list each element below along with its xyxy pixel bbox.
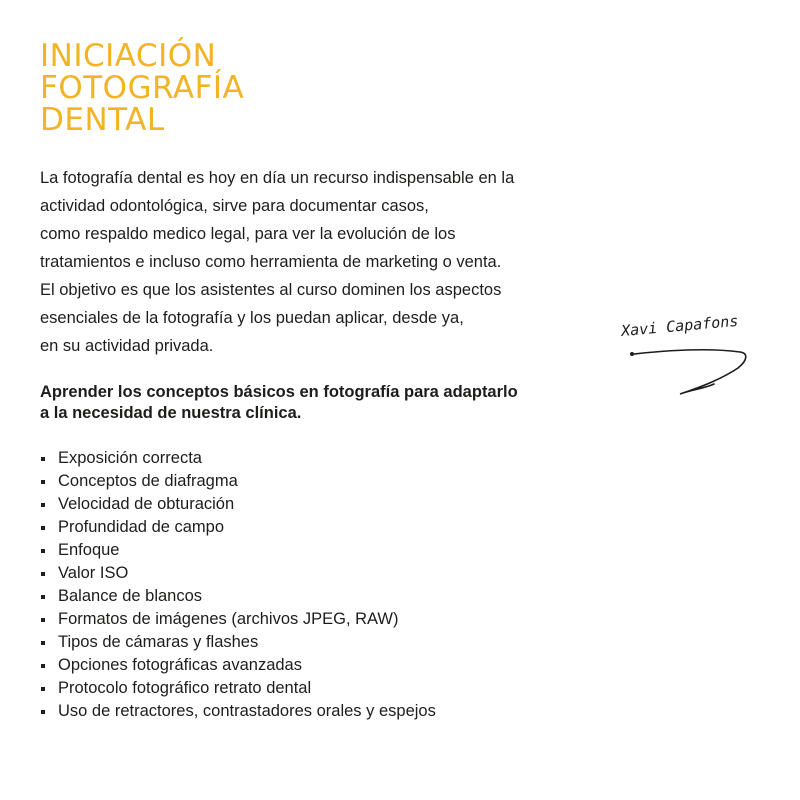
topic-label: Opciones fotográficas avanzadas [58, 656, 302, 674]
course-title-line: FOTOGRAFÍA [40, 70, 245, 106]
list-item [40, 447, 436, 470]
list-item [40, 516, 436, 539]
course-title [40, 40, 244, 136]
list-item [40, 654, 436, 677]
signature-name: Xavi Capafons [620, 311, 739, 340]
list-item [40, 562, 436, 585]
bullet-icon [41, 664, 45, 668]
intro-line: actividad odontológica, sirve para documentar casos, [40, 197, 429, 215]
course-objective [40, 382, 640, 424]
intro-line: esenciales de la fotografía y los puedan aplicar, desde ya, [40, 309, 464, 327]
topic-label: Velocidad de obturación [58, 495, 235, 513]
list-item [40, 631, 436, 654]
course-title-line: INICIACIÓN [40, 38, 217, 74]
topics-list [40, 447, 436, 723]
list-item [40, 700, 436, 723]
list-item [40, 585, 436, 608]
topic-label: Formatos de imágenes (archivos JPEG, RAW) [58, 610, 399, 628]
objective-line: Aprender los conceptos básicos en fotografía para adaptarlo [40, 383, 518, 401]
topic-label: Enfoque [58, 541, 120, 559]
list-item [40, 677, 436, 700]
topic-label: Profundidad de campo [58, 518, 225, 536]
bullet-icon [41, 503, 45, 507]
bullet-icon [41, 710, 45, 714]
bullet-icon [41, 687, 45, 691]
intro-line: La fotografía dental es hoy en día un recurso indispensable en la [40, 169, 515, 187]
topic-label: Uso de retractores, contrastadores orales y espejos [58, 702, 436, 720]
intro-line: tratamientos e incluso como herramienta de marketing o venta. [40, 253, 502, 271]
bullet-icon [41, 549, 45, 553]
topic-label: Exposición correcta [58, 449, 202, 467]
topic-label: Protocolo fotográfico retrato dental [58, 679, 312, 697]
bullet-icon [41, 572, 45, 576]
course-title-line: DENTAL [40, 102, 165, 138]
topic-label: Balance de blancos [58, 587, 203, 605]
list-item [40, 539, 436, 562]
bullet-icon [41, 526, 45, 530]
intro-line: en su actividad privada. [40, 337, 214, 355]
list-item [40, 470, 436, 493]
bullet-icon [41, 457, 45, 461]
intro-paragraph [40, 164, 610, 360]
topic-label: Tipos de cámaras y flashes [58, 633, 259, 651]
bullet-icon [41, 618, 45, 622]
bullet-icon [41, 480, 45, 484]
topic-label: Valor ISO [58, 564, 129, 582]
intro-line: como respaldo medico legal, para ver la evolución de los [40, 225, 456, 243]
bullet-icon [41, 641, 45, 645]
list-item [40, 493, 436, 516]
objective-line: a la necesidad de nuestra clínica. [40, 404, 302, 422]
bullet-icon [41, 595, 45, 599]
topic-label: Conceptos de diafragma [58, 472, 238, 490]
list-item [40, 608, 436, 631]
intro-line: El objetivo es que los asistentes al curso dominen los aspectos [40, 281, 502, 299]
